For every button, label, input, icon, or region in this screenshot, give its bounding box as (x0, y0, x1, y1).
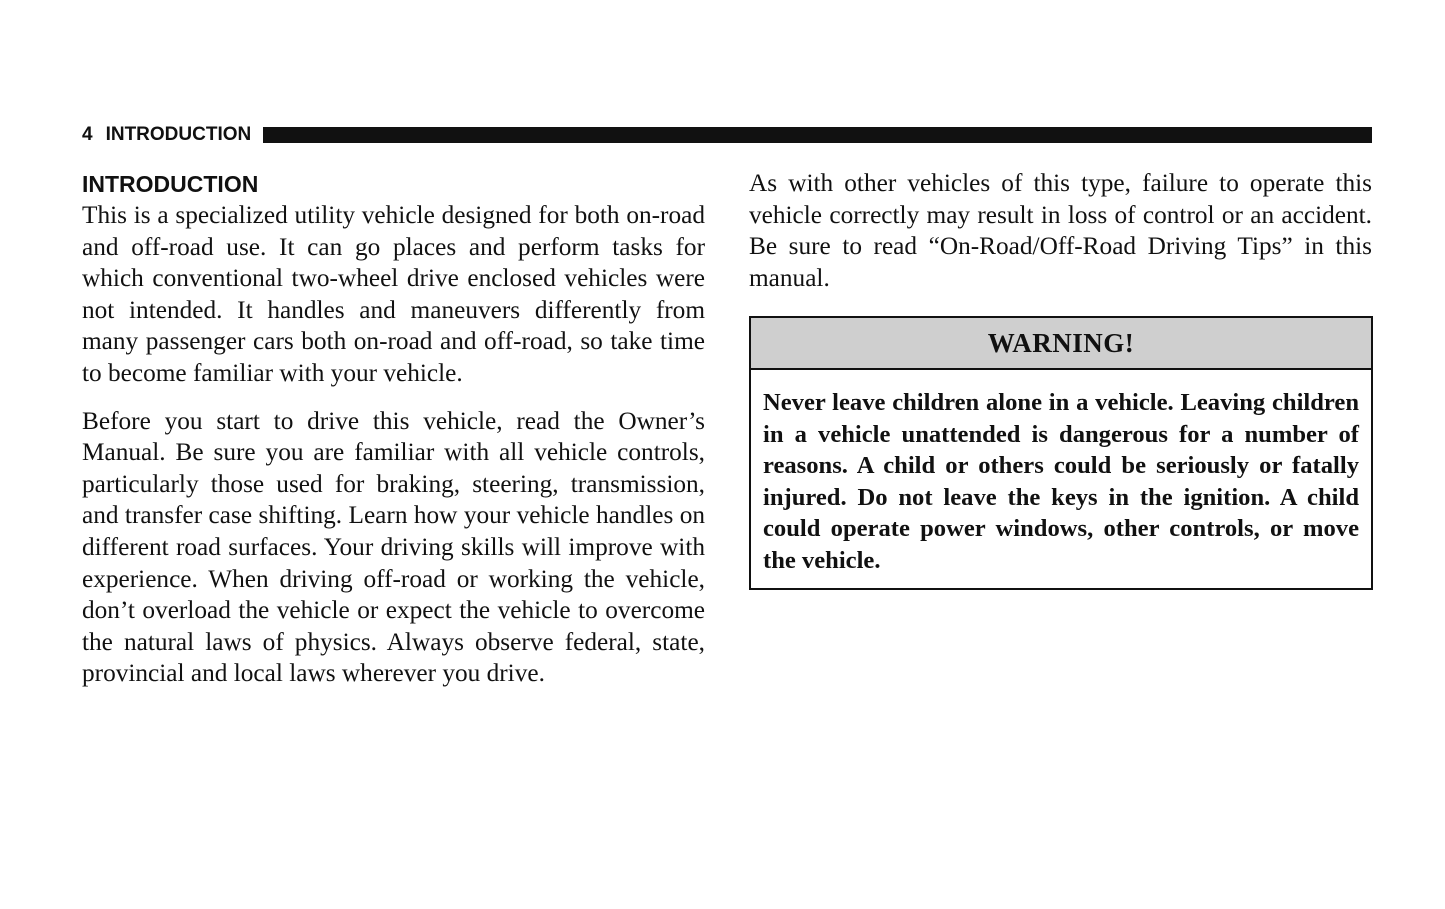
warning-title-bar (751, 318, 1371, 370)
running-header-title: INTRODUCTION (105, 124, 252, 145)
page-header (82, 124, 1372, 146)
warning-text: Never leave children alone in a vehicle. Leaving children in a vehicle unattended is dangerous for a number of reasons. A child or others could be seriously or fatally injured. Do not leave the keys in the ignition. A child could operate power windows, other controls, or move the vehicle. (763, 389, 1359, 574)
intro-paragraph-2: Before you start to drive this vehicle, read the Owner’s Manual. Be sure you are familiar with all vehicle controls, particularly those used for braking, steering, transmission, and transfer case shifting. Learn how your vehicle handles on different road surfaces. Your driving skills will improve with experience. When driving off-road or working the vehicle, don’t overload the vehicle or expect the vehicle to overcome the natural laws of physics. Always observe federal, state, provincial and local laws wherever you drive. (82, 406, 705, 688)
page-number: 4 (82, 124, 93, 145)
right-column (749, 168, 1372, 294)
operation-paragraph: As with other vehicles of this type, failure to operate this vehicle correctly may result in loss of control or an accident. Be sure to read “On-Road/Off-Road Driving Tips” in this manual. (749, 169, 1372, 292)
section-heading: INTRODUCTION (82, 171, 259, 197)
left-column (82, 168, 705, 690)
header-rule (263, 127, 1372, 143)
warning-title: WARNING! (987, 327, 1135, 358)
warning-box (749, 316, 1373, 590)
intro-paragraph-1: This is a specialized utility vehicle designed for both on-road and off-road use. It can go places and perform tasks for which conventional two-wheel drive enclosed vehicles were not intended. It handles and maneuvers differently from many passenger cars both on-road and off-road, so take time to become familiar with your vehicle. (82, 201, 705, 387)
